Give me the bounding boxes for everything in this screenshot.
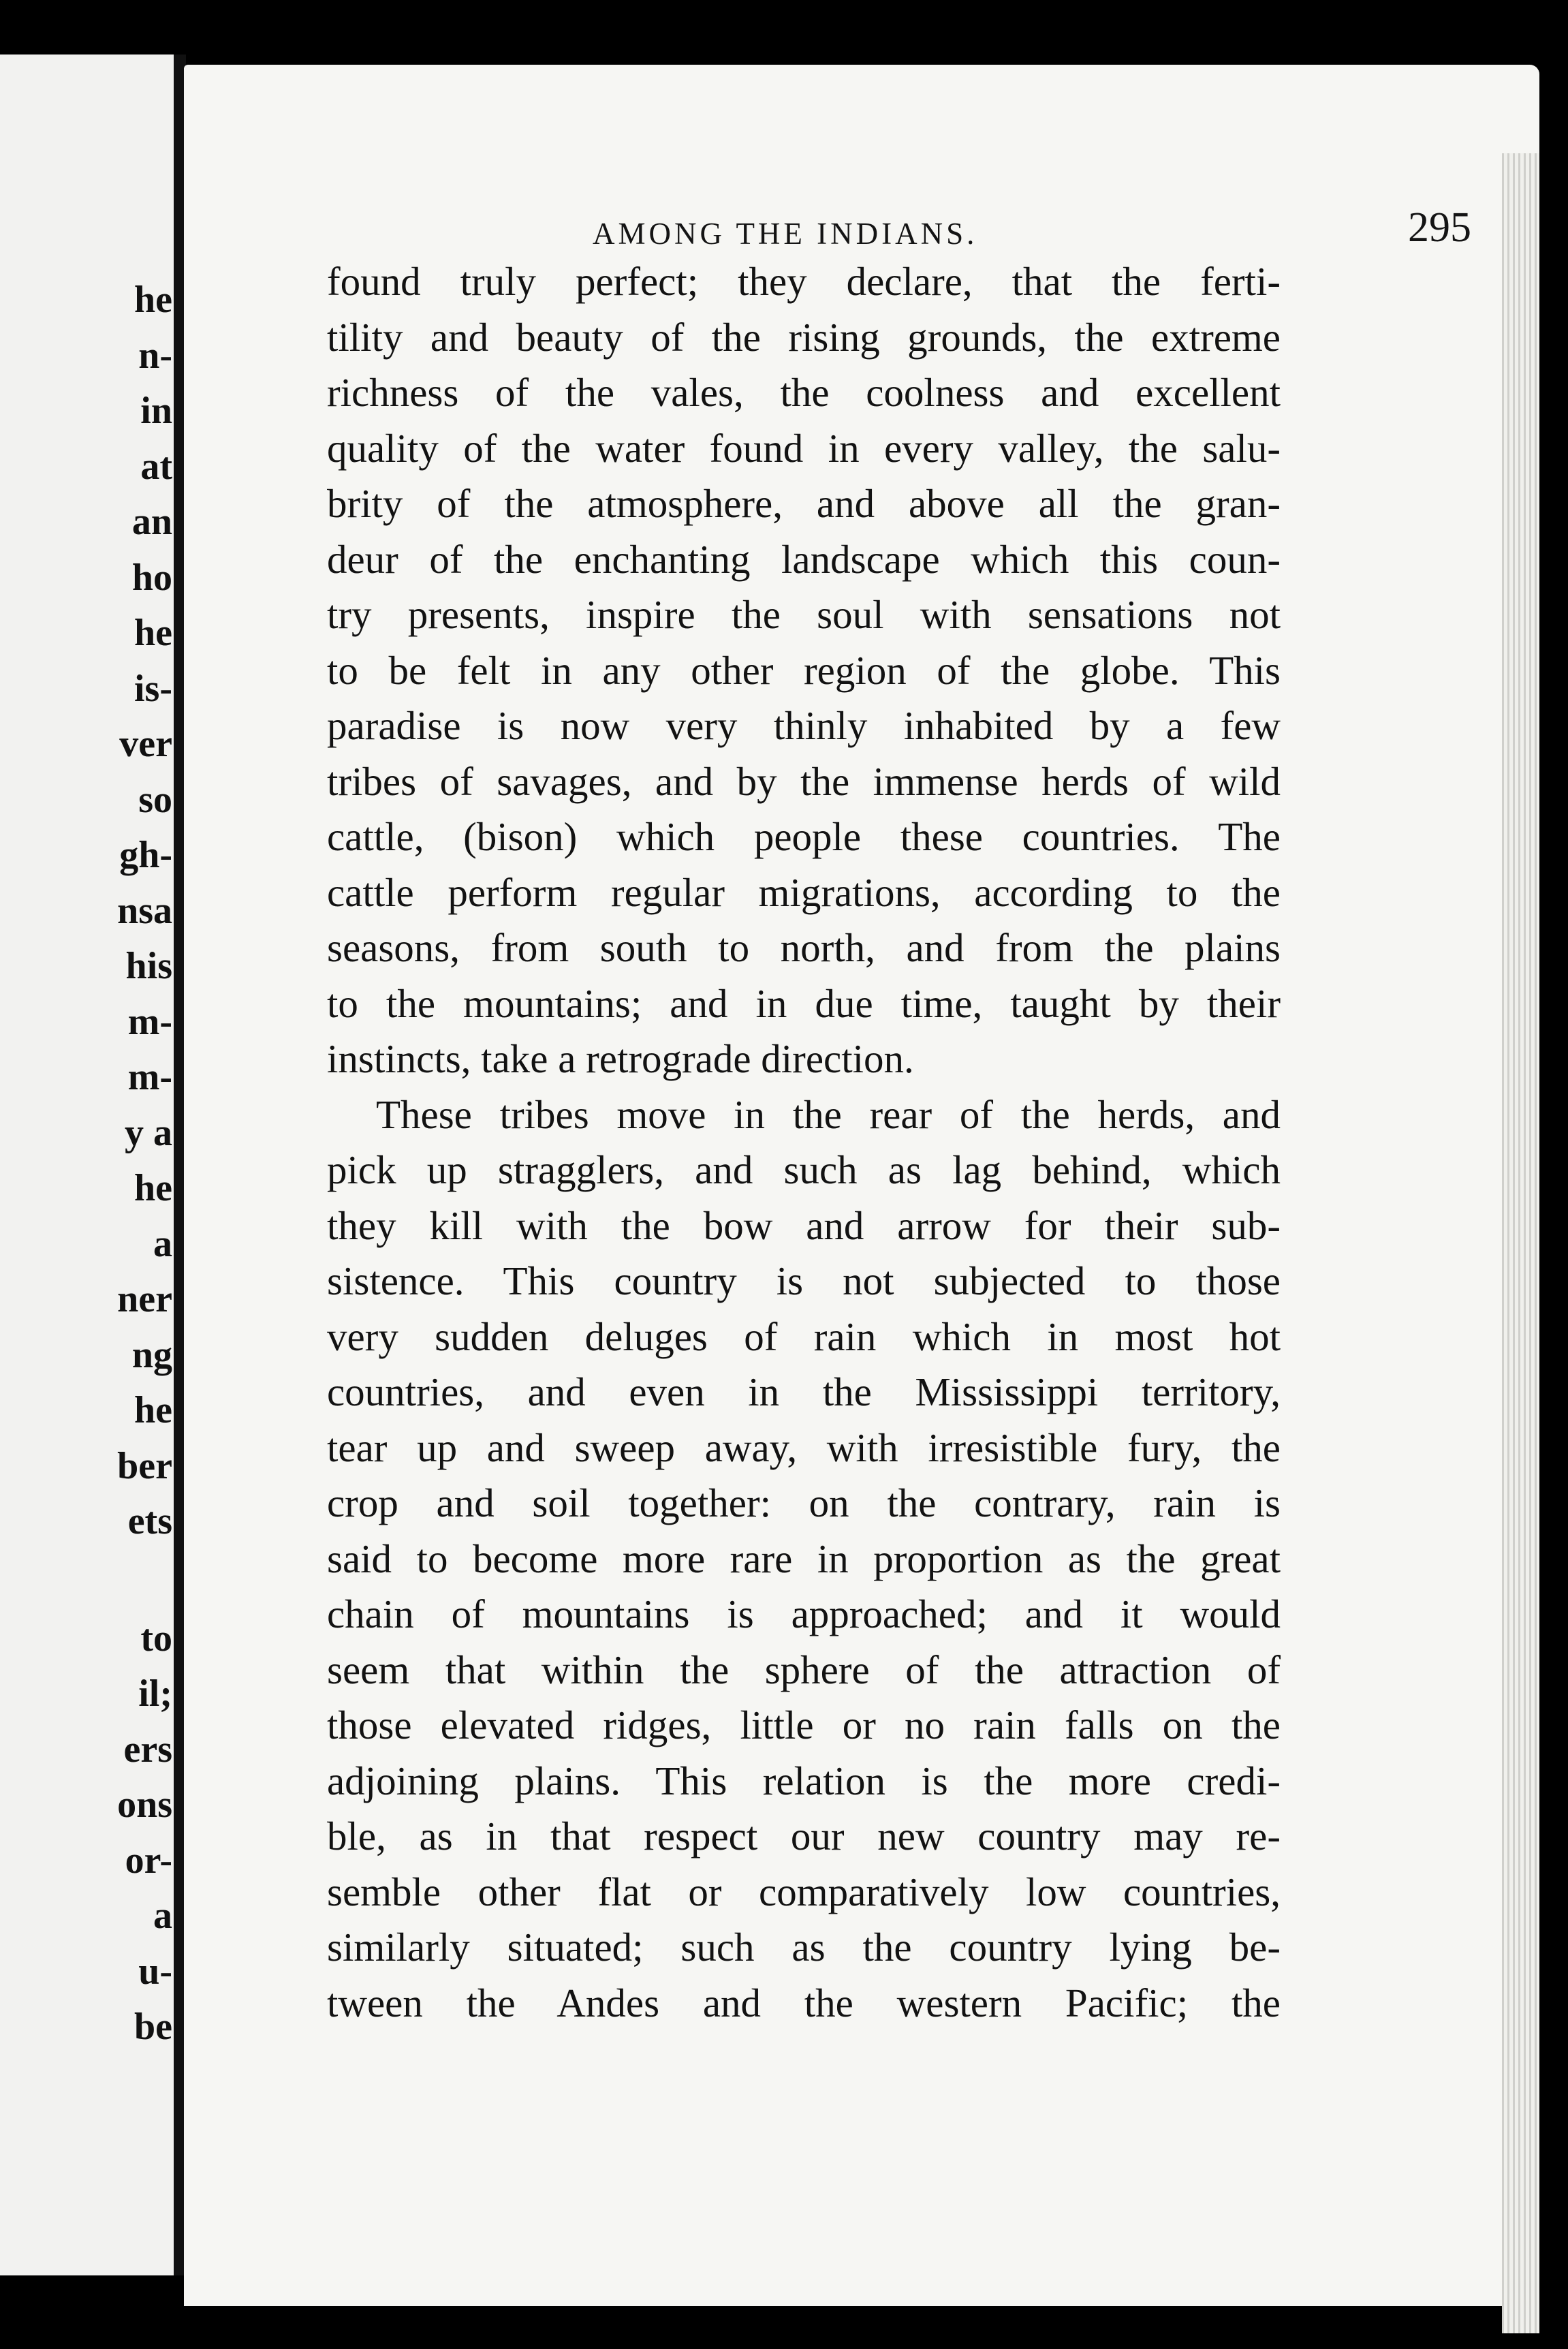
left-fragment: ner <box>117 1278 172 1320</box>
left-fragment: a <box>153 1895 172 1937</box>
text-line: try presents, inspire the soul with sensations not <box>327 592 1281 637</box>
body-text <box>327 254 1281 2031</box>
text-line: tear up and sweep away, with irresistible fury, the <box>327 1425 1281 1470</box>
left-fragment: n- <box>138 334 172 377</box>
left-fragment: il; <box>138 1673 172 1715</box>
text-line: tribes of savages, and by the immense herds of wild <box>327 758 1281 804</box>
paragraph-2 <box>327 1087 1281 2032</box>
left-fragment: so <box>138 778 172 821</box>
text-line: richness of the vales, the coolness and excellent <box>327 370 1281 415</box>
text-line: These tribes move in the rear of the herds, and <box>376 1091 1281 1137</box>
text-line: those elevated ridges, little or no rain falls on the <box>327 1702 1281 1747</box>
left-fragment: y a <box>125 1111 172 1154</box>
left-page-text-fragments <box>2 273 172 2055</box>
left-fragment: nsa <box>117 889 172 932</box>
left-fragment: m- <box>127 1000 172 1043</box>
text-line: brity of the atmosphere, and above all the gran- <box>327 481 1281 526</box>
text-line: cattle perform regular migrations, according to the <box>327 869 1281 915</box>
text-line: found truly perfect; they declare, that the ferti- <box>327 259 1281 304</box>
paragraph-1 <box>327 254 1281 1087</box>
running-title: AMONG THE INDIANS. <box>593 217 978 251</box>
left-fragment: ver <box>119 723 172 765</box>
left-fragment: he <box>134 1389 172 1431</box>
text-line: tween the Andes and the western Pacific; the <box>327 1980 1281 2025</box>
text-line: tility and beauty of the rising grounds, the extreme <box>327 314 1281 360</box>
left-fragment: m- <box>127 1056 172 1098</box>
text-line: pick up stragglers, and such as lag behind, which <box>327 1147 1281 1192</box>
text-line: adjoining plains. This relation is the more credi- <box>327 1758 1281 1803</box>
left-fragment: ons <box>117 1784 172 1826</box>
left-fragment: at <box>140 445 172 488</box>
left-fragment: he <box>134 279 172 321</box>
left-fragment: his <box>125 945 172 987</box>
left-fragment: be <box>134 2006 172 2048</box>
left-fragment: an <box>131 501 172 543</box>
text-line: crop and soil together: on the contrary, rain is <box>327 1480 1281 1525</box>
left-fragment: ho <box>131 556 172 599</box>
text-line: deur of the enchanting landscape which this coun- <box>327 536 1281 582</box>
text-line: similarly situated; such as the country lying be- <box>327 1925 1281 1970</box>
text-line: paradise is now very thinly inhabited by a few <box>327 703 1281 748</box>
text-line: very sudden deluges of rain which in most hot <box>327 1313 1281 1359</box>
left-fragment: he <box>134 1167 172 1209</box>
running-head <box>593 201 1471 255</box>
left-fragment: or- <box>125 1839 172 1882</box>
text-line: semble other flat or comparatively low countries, <box>327 1869 1281 1914</box>
text-line: seasons, from south to north, and from the plains <box>327 925 1281 970</box>
left-fragment: ber <box>117 1444 172 1487</box>
page-number: 295 <box>1408 204 1471 251</box>
text-line: to the mountains; and in due time, taught by their <box>327 980 1281 1026</box>
text-line: countries, and even in the Mississippi territory, <box>327 1369 1281 1414</box>
left-fragment-gap <box>2 1550 172 1611</box>
text-line: ble, as in that respect our new country may re- <box>327 1814 1281 1858</box>
text-line: they kill with the bow and arrow for their sub- <box>327 1202 1281 1248</box>
text-line: cattle, (bison) which people these countries. The <box>327 814 1281 859</box>
page-edge-shading <box>1502 153 1539 2333</box>
left-fragment: ng <box>131 1333 172 1376</box>
text-line: sistence. This country is not subjected to those <box>327 1258 1281 1303</box>
left-fragment: gh- <box>119 834 172 876</box>
left-fragment: he <box>134 612 172 654</box>
text-line: to be felt in any other region of the globe. This <box>327 647 1281 693</box>
left-fragment: is- <box>134 667 172 710</box>
left-fragment: a <box>153 1222 172 1265</box>
right-page <box>184 65 1539 2306</box>
text-line: said to become more rare in proportion as the great <box>327 1536 1281 1581</box>
left-fragment: in <box>140 390 172 432</box>
left-fragment: ets <box>127 1500 172 1542</box>
left-fragment: ers <box>123 1728 172 1771</box>
text-line: quality of the water found in every valley, the salu- <box>327 425 1281 471</box>
left-fragment: to <box>140 1617 172 1660</box>
left-fragment: u- <box>138 1950 172 1993</box>
text-line: chain of mountains is approached; and it would <box>327 1591 1281 1636</box>
text-line: seem that within the sphere of the attraction of <box>327 1647 1281 1692</box>
left-page <box>0 55 186 2275</box>
text-line: instincts, take a retrograde direction. <box>327 1036 914 1081</box>
